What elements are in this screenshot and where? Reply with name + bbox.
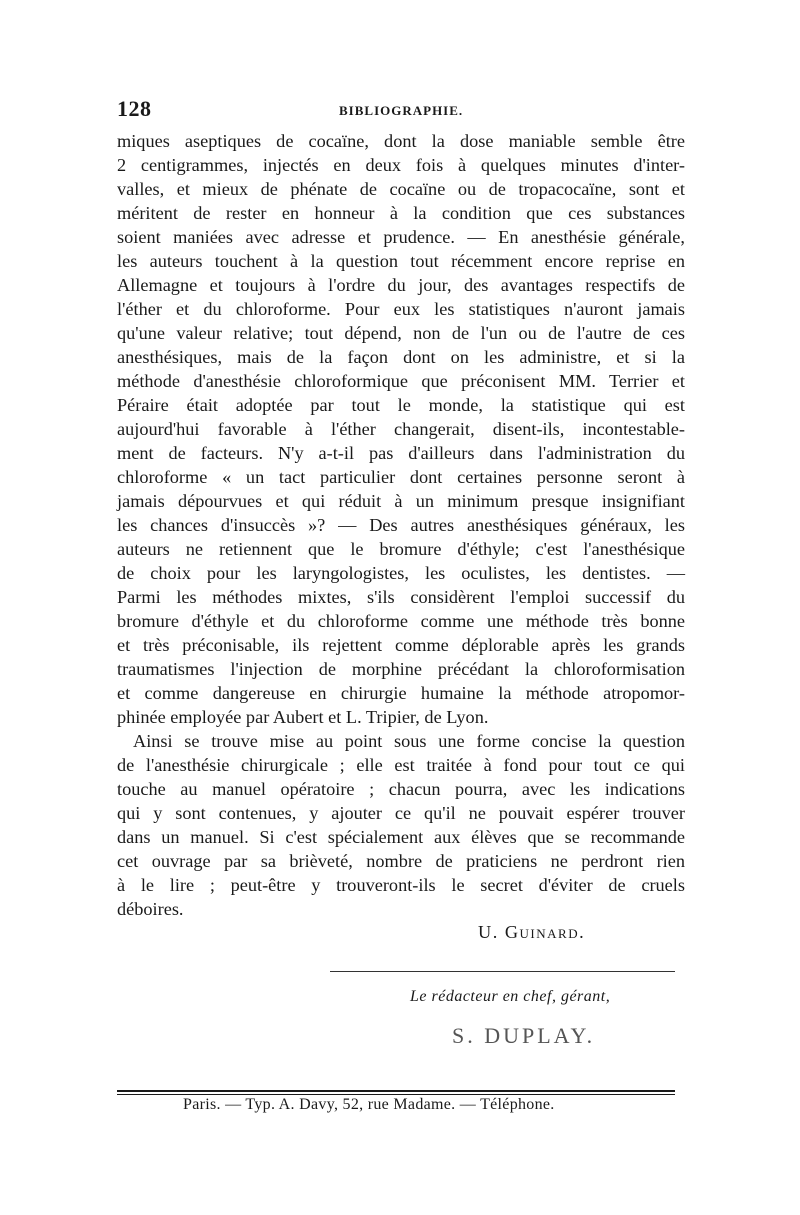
body-line: qu'une valeur relative; tout dépend, non de l'un ou de l'autre de ces (117, 323, 685, 343)
body-line: auteurs ne retiennent que le bromure d'éthyle; c'est l'anesthésique (117, 539, 685, 559)
body-line: touche au manuel opératoire ; chacun pourra, avec les indications (117, 779, 685, 799)
imprint-rule-top (117, 1090, 675, 1092)
body-line: les chances d'insuccès »? — Des autres anesthésiques généraux, les (117, 515, 685, 535)
body-line: qui y sont contenues, y ajouter ce qu'il ne pouvait espérer trouver (117, 803, 685, 823)
body-line: méthode d'anesthésie chloroformique que préconisent MM. Terrier et (117, 371, 685, 391)
body-line: déboires. (117, 899, 184, 919)
body-line: soient maniées avec adresse et prudence. — En anesthésie générale, (117, 227, 685, 247)
body-line: traumatismes l'injection de morphine précédant la chloroformisation (117, 659, 685, 679)
body-line: valles, et mieux de phénate de cocaïne ou de tropacocaïne, sont et (117, 179, 685, 199)
page-number: 128 (117, 96, 152, 121)
body-line: dans un manuel. Si c'est spécialement aux élèves que se recommande (117, 827, 685, 847)
body-line: Ainsi se trouve mise au point sous une forme concise la question (133, 731, 685, 751)
body-line: Parmi les méthodes mixtes, s'ils considèrent l'emploi successif du (117, 587, 685, 607)
review-signature (478, 920, 585, 944)
body-line: Allemagne et toujours à l'ordre du jour, des avantages respectifs de (117, 275, 685, 295)
signature-initial: U. (478, 922, 505, 942)
body-line: jamais dépourvues et qui réduit à un minimum presque insignifiant (117, 491, 685, 511)
body-line: et comme dangereuse en chirurgie humaine la méthode atropomor- (117, 683, 685, 703)
signature-divider (330, 971, 675, 972)
running-head: BIBLIOGRAPHIE. (339, 103, 464, 118)
body-line: anesthésiques, mais de la façon dont on les administre, et si la (117, 347, 685, 367)
body-line: chloroforme « un tact particulier dont certaines personne seront à (117, 467, 685, 487)
editor-role: Le rédacteur en chef, gérant, (410, 988, 611, 1005)
body-line: bromure d'éthyle et du chloroforme comme une méthode très bonne (117, 611, 685, 631)
signature-name: Guinard. (504, 922, 586, 942)
printer-imprint: Paris. — Typ. A. Davy, 52, rue Madame. — Téléphone. (183, 1096, 555, 1113)
body-line: de choix pour les laryngologistes, les oculistes, les dentistes. — (117, 563, 685, 583)
body-line: miques aseptiques de cocaïne, dont la dose maniable semble être (117, 131, 685, 151)
body-line: de l'anesthésie chirurgicale ; elle est traitée à fond pour tout ce qui (117, 755, 685, 775)
editor-name: S. DUPLAY. (452, 1023, 596, 1048)
body-line: les auteurs touchent à la question tout récemment encore reprise en (117, 251, 685, 271)
body-line: Péraire était adoptée par tout le monde, la statistique qui est (117, 395, 685, 415)
body-line: phinée employée par Aubert et L. Tripier, de Lyon. (117, 707, 489, 727)
body-line: aujourd'hui favorable à l'éther changerait, disent-ils, incontestable- (117, 419, 685, 439)
body-line: à le lire ; peut-être y trouveront-ils le secret d'éviter de cruels (117, 875, 685, 895)
body-line: ment de facteurs. N'y a-t-il pas d'ailleurs dans l'administration du (117, 443, 685, 463)
body-line: l'éther et du chloroforme. Pour eux les statistiques n'auront jamais (117, 299, 685, 319)
body-line: et très préconisable, ils rejettent comme déplorable après les grands (117, 635, 685, 655)
imprint-rule-bottom (117, 1094, 675, 1095)
body-line: 2 centigrammes, injectés en deux fois à quelques minutes d'inter- (117, 155, 685, 175)
body-line: méritent de rester en honneur à la condition que ces substances (117, 203, 685, 223)
page-header (117, 96, 687, 126)
body-line: cet ouvrage par sa brièveté, nombre de praticiens ne perdront rien (117, 851, 685, 871)
